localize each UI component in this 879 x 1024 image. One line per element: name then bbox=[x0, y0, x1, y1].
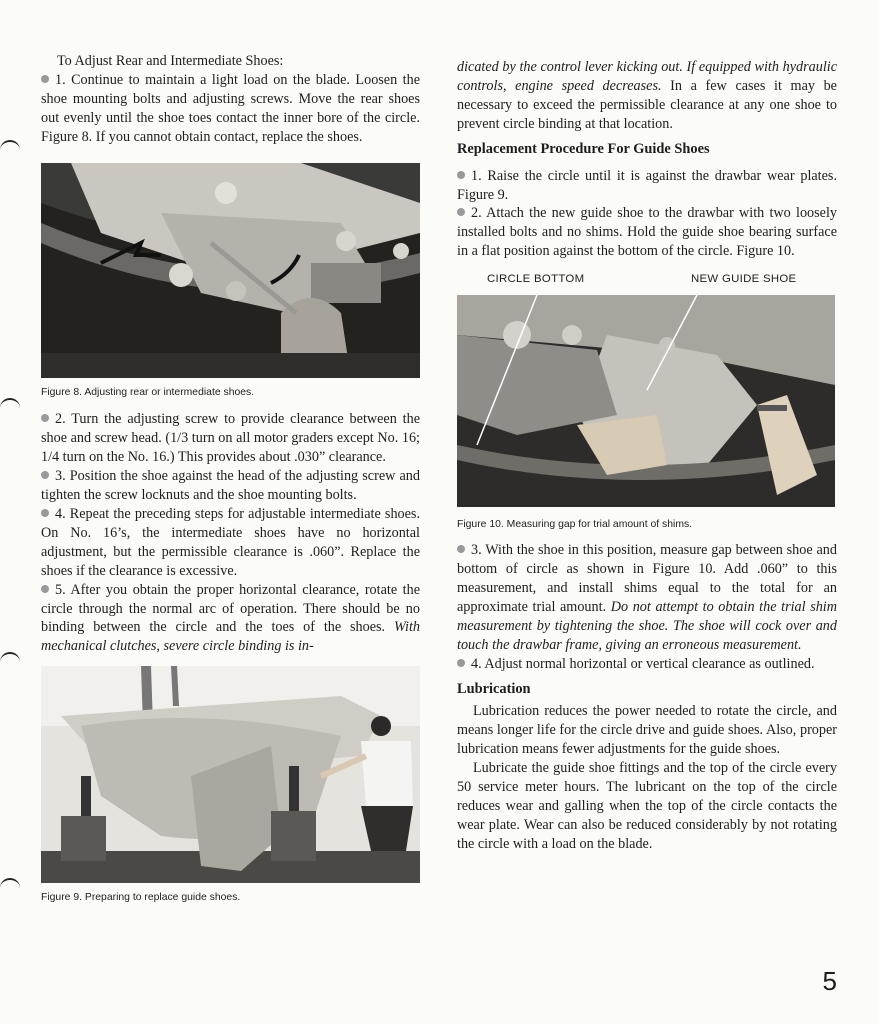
figure-8-caption: Figure 8. Adjusting rear or intermediate shoes. bbox=[41, 386, 255, 398]
bullet-icon bbox=[41, 471, 49, 479]
figure-8-photo bbox=[41, 163, 420, 378]
label-circle-bottom: CIRCLE BOTTOM bbox=[487, 273, 585, 286]
figure-9-photo bbox=[41, 666, 420, 883]
continued-paragraph: dicated by the control lever kicking out. If equipped with hydraulic controls, engine speed decreases. In a few cases it may be necessary to exceed the permissible clearance at any one shoe to prevent circle binding at that location. bbox=[457, 59, 837, 132]
lubrication-paragraph-2: Lubricate the guide shoe fittings and the top of the circle every 50 service meter hours. The lubricant on the top of the circle reduces wear and galling when the top of the circle contacts the wear plate. Wear can also be reduced considerably by not rotating the circle with a load on the blade. bbox=[457, 760, 837, 852]
replacement-step-1: 1. Raise the circle until it is against the drawbar wear plates. Figure 9. bbox=[457, 167, 837, 203]
label-new-guide-shoe: NEW GUIDE SHOE bbox=[691, 273, 797, 286]
bullet-icon bbox=[41, 75, 49, 83]
bullet-icon bbox=[457, 171, 465, 179]
intro-heading: To Adjust Rear and Intermediate Shoes: bbox=[57, 53, 284, 69]
binder-hole-mark bbox=[0, 398, 20, 414]
bullet-icon bbox=[457, 545, 465, 553]
lubrication-heading: Lubrication bbox=[457, 681, 531, 698]
step-1: 1. Continue to maintain a light load on the blade. Loosen the shoe mounting bolts and adjusting screws. Move the rear shoes out evenly until the shoe toes contact the inner bore of the circle. Figure 8. If you cannot obtain contact, replace the shoes. bbox=[41, 71, 420, 145]
replacement-step-2: 2. Attach the new guide shoe to the drawbar with two loosely installed bolts and no shims. Hold the guide shoe bearing surface in a flat position against the bottom of the circle. Figure 10. bbox=[457, 205, 837, 260]
replacement-step-4: 4. Adjust normal horizontal or vertical clearance as outlined. bbox=[457, 655, 837, 674]
binder-hole-mark bbox=[0, 878, 20, 894]
bullet-icon bbox=[457, 208, 465, 216]
step-2: 2. Turn the adjusting screw to provide clearance between the shoe and screw head. (1/3 turn on all motor graders except No. 16; 1/4 turn on the No. 16.) This provides about .030” clearance. bbox=[41, 411, 420, 466]
figure-9-caption: Figure 9. Preparing to replace guide shoes. bbox=[41, 892, 241, 904]
binder-hole-mark bbox=[0, 140, 20, 156]
binder-hole-mark bbox=[0, 652, 20, 668]
step-5: 5. After you obtain the proper horizontal clearance, rotate the circle through the normal arc of operation. There should be no binding between the circle and the toes of the shoes. With mechanical clutches, severe circle binding is in- bbox=[41, 581, 420, 655]
replacement-heading: Replacement Procedure For Guide Shoes bbox=[457, 140, 710, 157]
bullet-icon bbox=[41, 509, 49, 517]
lubrication-paragraph-1: Lubrication reduces the power needed to rotate the circle, and means longer life for the circle drive and guide shoes. Also, proper lubrication means fewer adjustments for the guide shoes. bbox=[457, 703, 837, 758]
right-column bbox=[457, 58, 837, 854]
step-4: 4. Repeat the preceding steps for adjustable intermediate shoes. On No. 16’s, the intermediate shoes have no horizontal adjustment, but the permissible clearance is .060”. Replace the shoes if the clearance is excessive. bbox=[41, 505, 420, 579]
left-column bbox=[41, 52, 420, 908]
replacement-step-3: 3. With the shoe in this position, measure gap between shoe and bottom of circle as shown in Figure 10. Add .060” to this measurement, and install shims equal to the total for an approximate trial amount. Do not attempt to obtain the trial shim measurement by tightening the shoe. The shoe will cock over and touch the drawbar frame, giving an erroneous measurement. bbox=[457, 542, 837, 653]
bullet-icon bbox=[457, 659, 465, 667]
figure-10-labels bbox=[457, 273, 837, 293]
figure-10-caption: Figure 10. Measuring gap for trial amount of shims. bbox=[457, 519, 693, 531]
bullet-icon bbox=[41, 585, 49, 593]
page-number: 5 bbox=[822, 966, 837, 996]
figure-10-photo bbox=[457, 295, 835, 507]
bullet-icon bbox=[41, 414, 49, 422]
step-3: 3. Position the shoe against the head of the adjusting screw and tighten the screw locknuts and the shoe mounting bolts. bbox=[41, 468, 420, 504]
